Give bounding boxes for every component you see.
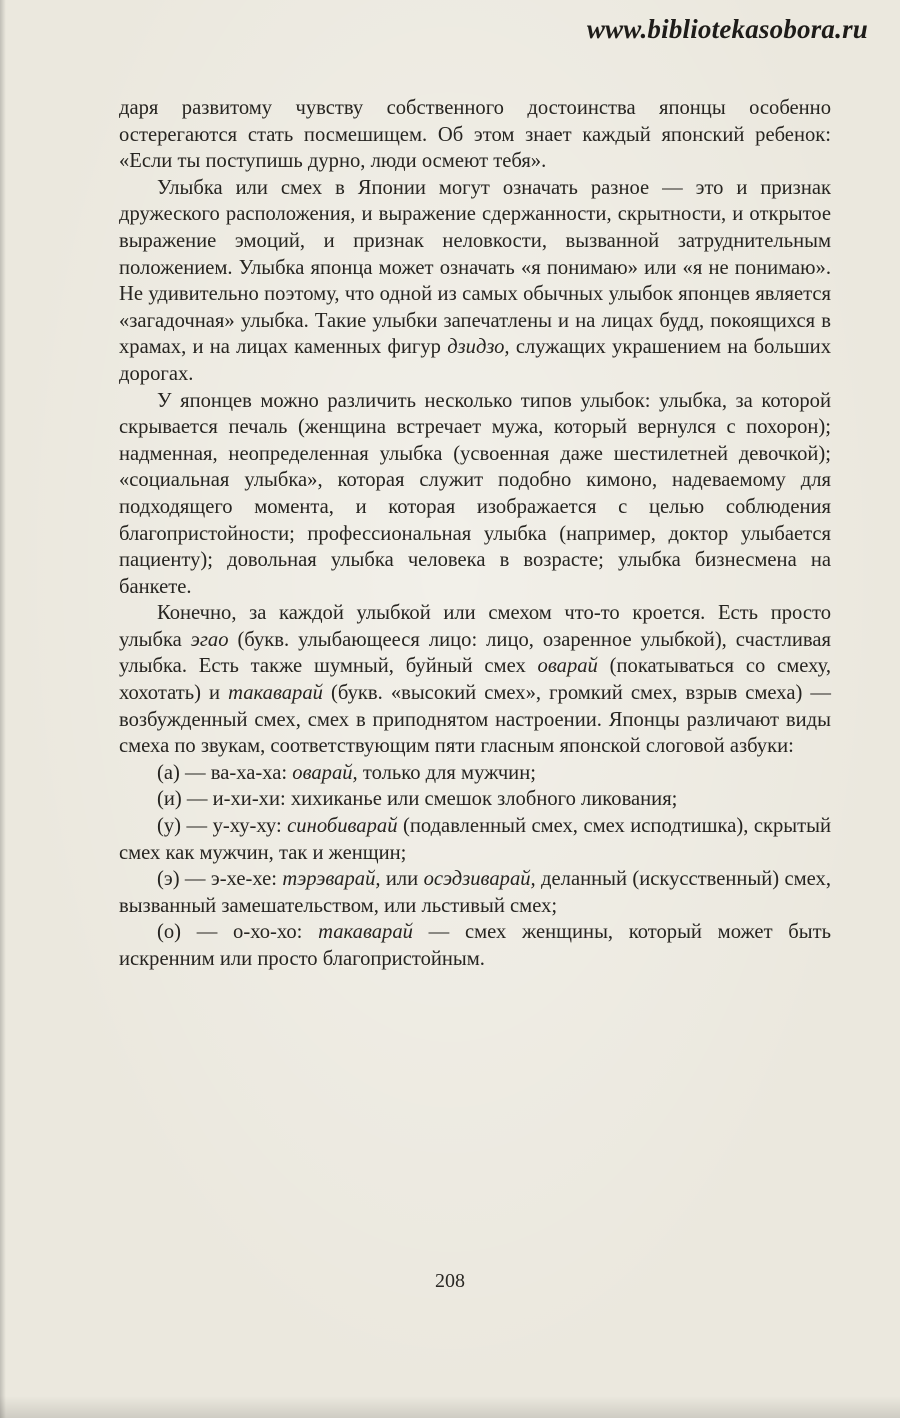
text-run: служащих украшением на больших дорогах.	[119, 336, 831, 385]
italic-term: оварай,	[292, 761, 358, 784]
paragraph-p7	[119, 813, 831, 866]
text-run: (букв. улыбающееся лицо: лицо, озаренное улыбкой), счастливая улыбка. Есть также шумный, буйный смех	[119, 628, 831, 678]
text-run: У японцев можно различить несколько типов улыбок: улыбка, за которой скрывается печаль (женщина встречает мужа, который вернулся с похорон); надменная, неопределенная улыбка (усвоенная даже шестилетней девочкой); «социальная улыбка», которая служит подобно кимоно, надеваемому для подходящего момента, и которая изображается с целью соблюдения благопристойности; профессиональная улыбка (например, доктор улыбается пациенту); довольная улыбка человека в возрасте; улыбка бизнесмена на банкете.	[119, 389, 831, 598]
text-run: (покатываться со смеху, хохотать) и	[119, 655, 831, 705]
italic-term: эгао	[190, 628, 229, 651]
italic-term: такаварай	[318, 921, 413, 944]
paragraph-p8	[119, 866, 831, 919]
paragraph-p4	[119, 600, 831, 760]
text-run: (о) — о-хо-хо:	[157, 921, 319, 944]
page-bottom-edge-shadow	[0, 1396, 900, 1418]
paragraph-p5	[119, 760, 831, 787]
text-run: (а) — ва-ха-ха:	[157, 761, 293, 784]
italic-term: синобиварай	[287, 815, 398, 838]
text-run: Конечно, за каждой улыбкой или смехом что-то кроется. Есть просто улыбка	[119, 602, 831, 651]
paragraph-p6	[119, 786, 831, 813]
text-run: — смех женщины, который может быть искренним или просто благопристойным.	[119, 921, 831, 970]
text-run: (э) — э-хе-хе:	[157, 868, 283, 891]
text-run: деланный (искусственный) смех, вызванный замешательством, или льстивый смех;	[119, 868, 831, 917]
paragraph-p2	[119, 175, 831, 388]
text-run: (подавленный смех, смех исподтишка), скрытый смех как мужчин, так и женщин;	[119, 815, 831, 864]
page-left-edge-shadow	[0, 0, 6, 1418]
italic-term: осэдзиварай,	[423, 868, 536, 891]
page-body-text	[119, 95, 831, 973]
text-run: (букв. «высокий смех», громкий смех, взрыв смеха) — возбужденный смех, смех в приподнятом настроении. Японцы различают виды смеха по звукам, соответствующим пяти гласным японской слоговой азбуки:	[119, 682, 831, 758]
text-run: Улыбка или смех в Японии могут означать разное — это и признак дружеского расположения, и выражение сдержанности, скрытности, и открытое выражение эмоций, и признак неловкости, вызванной затруднительным положением. Улыбка японца может означать «я понимаю» или «я не понимаю». Не удивительно поэтому, что одной из самых обычных улыбок японцев является «загадочная» улыбка. Такие улыбки запечатлены и на лицах будд, покоящихся в храмах, и на лицах каменных фигур	[119, 176, 831, 359]
text-run: только для мужчин;	[357, 761, 536, 784]
italic-term: оварай	[537, 655, 598, 678]
text-run: или	[380, 868, 424, 891]
italic-term: такаварай	[228, 682, 323, 705]
italic-term: тэрэварай,	[282, 868, 381, 891]
site-watermark[interactable]: www.bibliotekasobora.ru	[586, 14, 868, 44]
paragraph-p1	[119, 95, 831, 175]
text-run: даря развитому чувству собственного достоинства японцы особенно остерегаются стать посмешищем. Об этом знает каждый японский ребенок: «Если ты поступишь дурно, люди осмеют тебя».	[119, 97, 831, 173]
italic-term: дзидзо,	[447, 336, 510, 359]
page-number: 208	[435, 1270, 465, 1292]
text-run: (у) — у-ху-ху:	[157, 815, 288, 838]
text-run: (и) — и-хи-хи: хихиканье или смешок злобного ликования;	[157, 788, 678, 811]
paragraph-p3	[119, 388, 831, 601]
paragraph-p9	[119, 919, 831, 972]
